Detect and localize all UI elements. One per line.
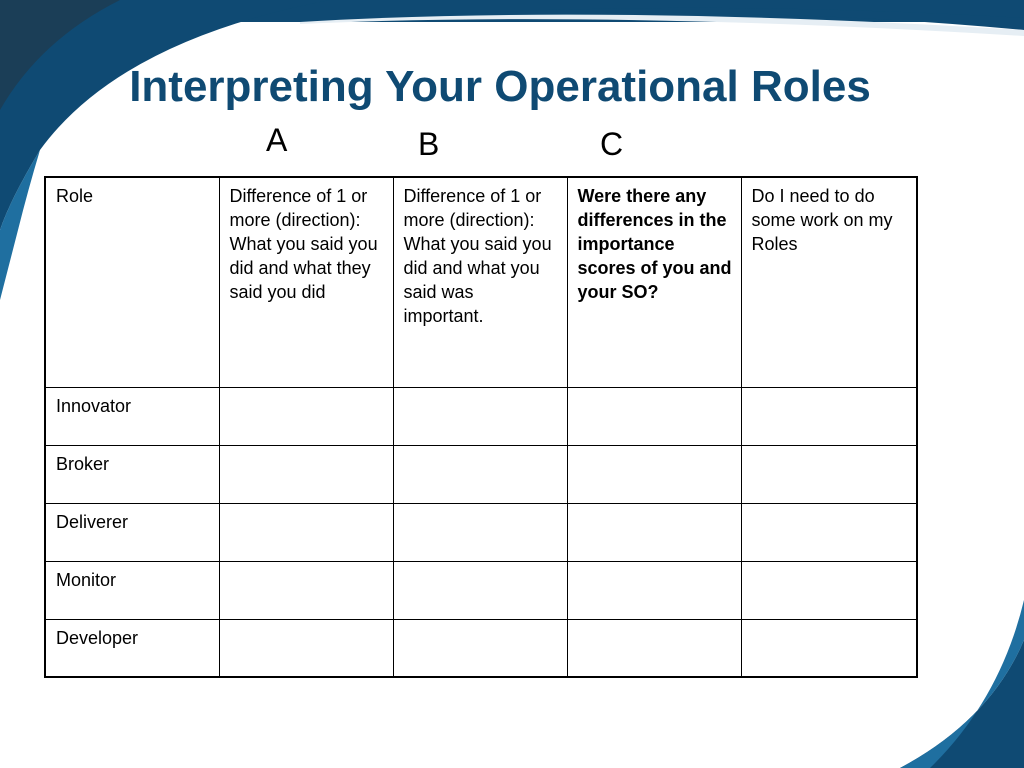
table-cell[interactable] [219,387,393,445]
table-cell[interactable] [393,387,567,445]
header-cell-role: Role [45,177,219,387]
table-row [45,387,917,445]
table-cell[interactable] [741,503,917,561]
table-cell[interactable] [567,561,741,619]
role-name-cell: Monitor [45,561,219,619]
roles-table [44,176,918,678]
role-name-cell: Developer [45,619,219,677]
table-cell[interactable] [567,619,741,677]
table-cell[interactable] [393,503,567,561]
column-marker-c: C [600,126,624,162]
table-row [45,561,917,619]
table-cell[interactable] [741,387,917,445]
slide-title: Interpreting Your Operational Roles [129,62,871,111]
table-cell[interactable] [219,445,393,503]
role-name-cell: Broker [45,445,219,503]
table-cell[interactable] [741,445,917,503]
header-cell-b: Difference of 1 or more (direction): What you said you did and what you said was important. [393,177,567,387]
column-marker-b: B [418,126,440,162]
table-row [45,503,917,561]
header-cell-a: Difference of 1 or more (direction): What you said you did and what they said you did [219,177,393,387]
table-cell[interactable] [219,619,393,677]
table-cell[interactable] [393,619,567,677]
table-cell[interactable] [219,503,393,561]
table-cell[interactable] [567,445,741,503]
role-name-cell: Deliverer [45,503,219,561]
column-marker-a: A [266,122,288,158]
table-cell[interactable] [393,445,567,503]
table-header-row [45,177,917,387]
table-row [45,619,917,677]
table-cell[interactable] [741,619,917,677]
table-row [45,445,917,503]
table-cell[interactable] [741,561,917,619]
table-cell[interactable] [393,561,567,619]
role-name-cell: Innovator [45,387,219,445]
header-cell-c: Were there any differences in the importance scores of you and your SO? [567,177,741,387]
header-cell-work: Do I need to do some work on my Roles [741,177,917,387]
table-cell[interactable] [219,561,393,619]
table-cell[interactable] [567,503,741,561]
table-cell[interactable] [567,387,741,445]
